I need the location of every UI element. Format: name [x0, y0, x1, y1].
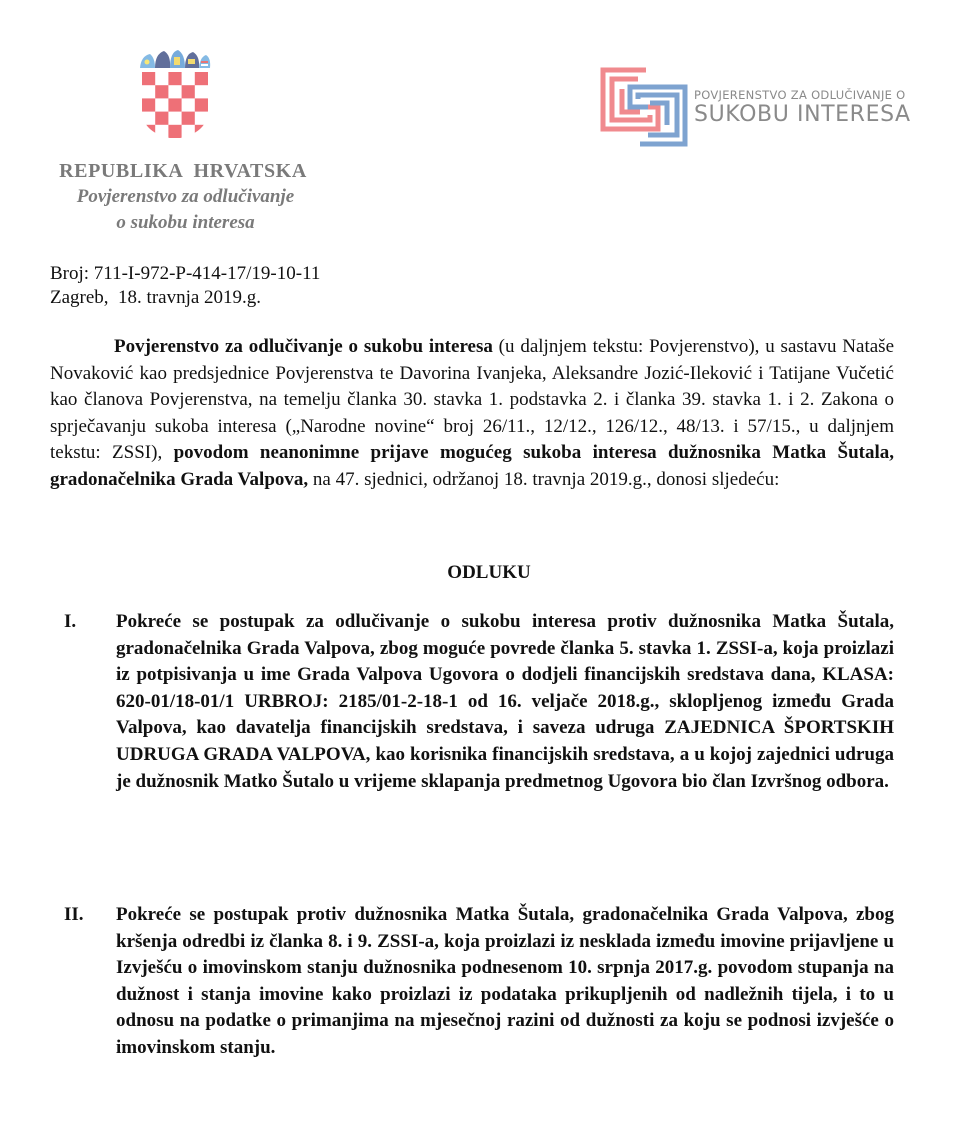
commission-logo-icon — [600, 67, 690, 147]
commission-logo-text — [694, 88, 911, 127]
intro-bold-lead: Povjerenstvo za odlučivanje o sukobu interesa — [114, 336, 493, 357]
commission-name-line-2: o sukobu interesa — [116, 212, 255, 233]
document-number: Broj: 711-I-972-P-414-17/19-10-11 — [50, 263, 321, 284]
intro-paragraph — [50, 334, 894, 494]
intro-text-2: na 47. sjednici, održanoj 18. travnja 2019.g., donosi sljedeću: — [308, 468, 780, 490]
logo-line-1: POVJERENSTVO ZA ODLUČIVANJE O — [694, 88, 906, 102]
item-text: Pokreće se postupak protiv dužnosnika Matka Šutala, gradonačelnika Grada Valpova, zbog kršenja odredbi iz članka 8. i 9. ZSSI-a, koja proizlazi iz nesklada između imovine prijavljene u Izvješću o imovinskom stanju dužnosnika podnesenom 10. srpnja 2017.g. povodom stupanja na dužnost i stanja imovine kako proizlazi iz podataka prikupljenih od nadležnih tijela, i to u odnosu na podatke o primanjima na mjesečnoj razini od dužnosti za koju se podnosi izvješće o imovinskom stanju. — [116, 904, 894, 1058]
decision-item — [50, 902, 894, 1062]
place-and-date: Zagreb, 18. travnja 2019.g. — [50, 287, 262, 308]
republic-heading: REPUBLIKA HRVATSKA — [59, 160, 307, 182]
intro-text-1: (u daljnjem tekstu: Povjerenstvo), u sastavu Nataše Novaković kao predsjednice Povjerenstva te Davorina Ivanjeka, Aleksandre Jozić-Ileković i Tatijane Vučetić kao članova Povjerenstva, na temelju članka 30. stavka 1. podstavka 2. i članka 39. stavka 1. i 2. Zakona o sprječavanju sukoba interesa („Narodne novine“ broj 26/11., 12/12., 126/12., 48/13. i 57/15., u daljnjem tekstu: ZSSI), — [50, 336, 894, 464]
item-number: I. — [64, 611, 77, 632]
croatian-coat-of-arms-icon — [138, 48, 212, 140]
decision-item — [50, 609, 894, 795]
item-number: II. — [64, 904, 84, 925]
item-text: Pokreće se postupak za odlučivanje o sukobu interesa protiv dužnosnika Matka Šutala, gradonačelnika Grada Valpova, zbog moguće povrede članka 5. stavka 1. ZSSI-a, koja proizlazi iz potpisivanja u ime Grada Valpova Ugovora o dodjeli financijskih sredstava dana, KLASA: 620-01/18-01/1 URBROJ: 2185/01-2-18-1 od 16. veljače 2018.g., sklopljenog između Grada Valpova, kao davatelja financijskih sredstava, i saveza udruga ZAJEDNICA ŠPORTSKIH UDRUGA GRADA VALPOVA, kao korisnika financijskih sredstava, a u kojoj zajednici udruga je dužnosnik Matko Šutalo u vrijeme sklapanja predmetnog Ugovora bio član Izvršnog odbora. — [116, 611, 894, 792]
commission-name-line-1: Povjerenstvo za odlučivanje — [76, 186, 295, 207]
decision-title: ODLUKU — [447, 562, 531, 583]
logo-line-2: SUKOBU INTERESA — [694, 102, 911, 127]
intro-bold-middle: povodom neanonimne prijave mogućeg sukoba interesa dužnosnika Matka Šutala, gradonačelnika Grada Valpova, — [50, 442, 895, 490]
